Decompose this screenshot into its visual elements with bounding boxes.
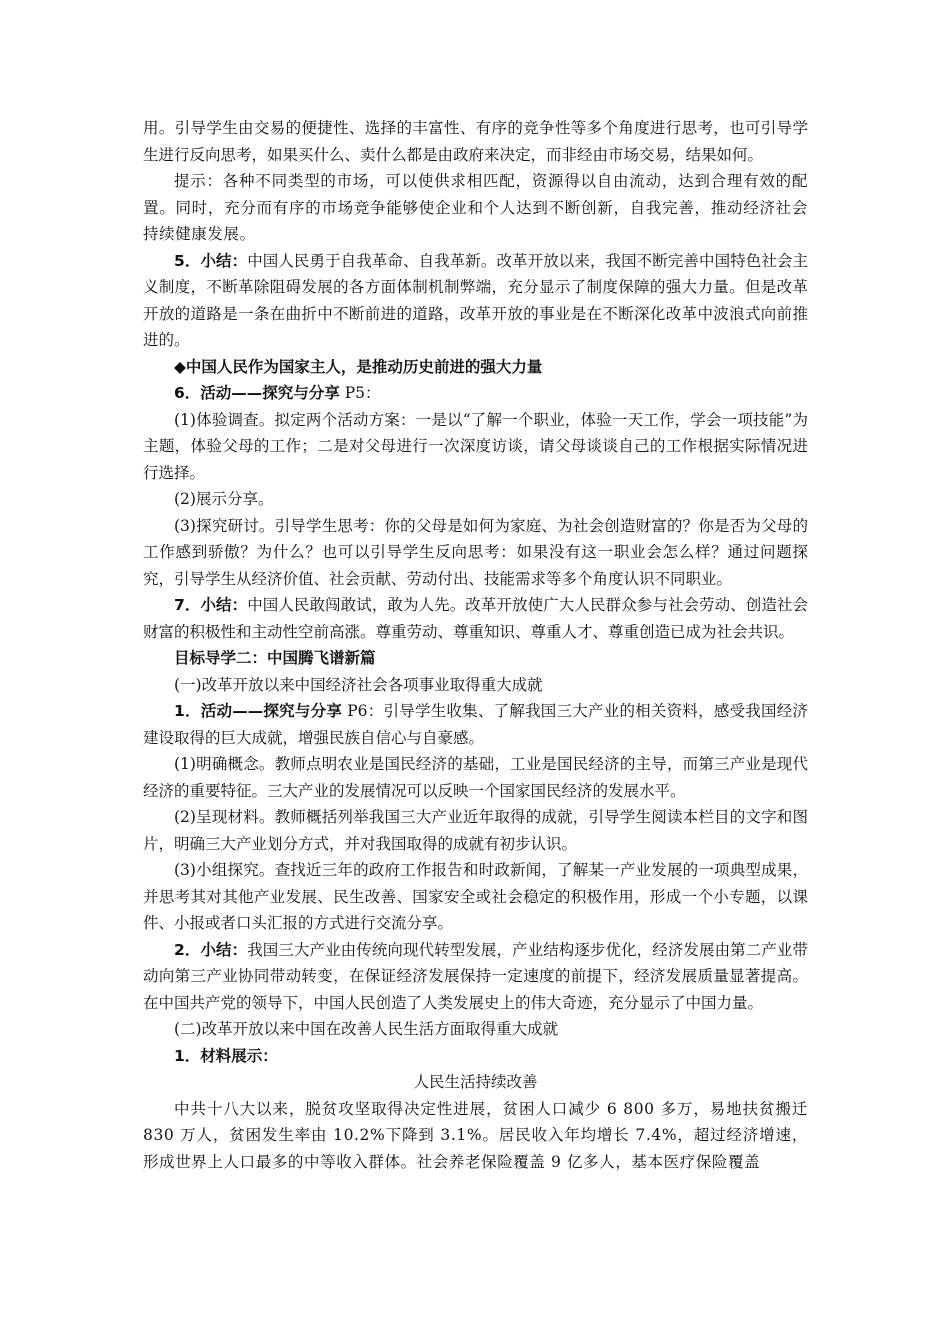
paragraph-material-text: 中共十八大以来，脱贫攻坚取得决定性进展，贫困人口减少 6 800 多万，易地扶贫搬迁 830 万人，贫困发生率由 10.2%下降到 3.1%。居民收入年均增长 7.4%，超过经济增速，形成世界上人口最多的中等收入群体。社会养老保险覆盖 9 亿多人，基本医疗保险覆盖 <box>143 1099 808 1171</box>
document-page <box>143 115 808 1175</box>
paragraph-activity-6 <box>143 380 808 407</box>
summary-7-text: 中国人民敢闯敢试，敢为人先。改革开放使广大人民群众参与社会劳动、创造社会财富的积极性和主动性空前高涨。尊重劳动、尊重知识、尊重人才、尊重创造已成为社会共识。 <box>143 596 808 641</box>
paragraph-summary-5 <box>143 248 808 354</box>
summary-5-label: 5．小结： <box>174 251 248 270</box>
subsection-heading-achievements: (一)改革开放以来中国经济社会各项事业取得重大成就 <box>174 675 543 694</box>
activity-1-text: P6：引导学生收集、了解我国三大产业的相关资料，感受我国经济建设取得的巨大成就，增强民族自信心与自豪感。 <box>143 702 808 747</box>
paragraph-hint: 提示：各种不同类型的市场，可以使供求相匹配，资源得以自由流动，达到合理有效的配置。同时，充分而有序的市场竞争能够使企业和个人达到不断创新，自我完善，推动经济社会持续健康发展。 <box>143 172 808 243</box>
paragraph-group-inquiry: (3)小组探究。查找近三年的政府工作报告和时政新闻，了解某一产业发展的一项典型成果，并思考其对其他产业发展、民生改善、国家安全或社会稳定的积极作用，形成一个小专题，以课件、小报或者口头汇报的方式进行交流分享。 <box>143 861 808 932</box>
summary-2-label: 2．小结： <box>174 940 248 959</box>
activity-1-label: 1．活动——探究与分享 <box>174 702 343 720</box>
material-title: 人民生活持续改善 <box>413 1073 538 1091</box>
paragraph-experience-survey: (1)体验调查。拟定两个活动方案：一是以“了解一个职业，体验一天工作，学会一项技能”为主题，体验父母的工作；二是对父母进行一次深度访谈，请父母谈谈自己的工作根据实际情况进行选择。 <box>143 410 808 482</box>
paragraph-present-materials: (2)呈现材料。教师概括列举我国三大产业近年取得的成就，引导学生阅读本栏目的文字和图片，明确三大产业划分方式，并对我国取得的成就有初步认识。 <box>143 808 808 853</box>
section-heading-people-masters: ◆中国人民作为国家主人，是推动历史前进的强大力量 <box>174 357 543 376</box>
paragraph-summary-7 <box>143 592 808 645</box>
activity-6-label: 6．活动——探究与分享 <box>174 384 340 402</box>
summary-2-text: 我国三大产业由传统向现代转型发展，产业结构逐步优化，经济发展由第二产业带动向第三产业协同带动转变，在保证经济发展保持一定速度的前提下，经济发展质量显著提高。在中国共产党的领导下，中国人民创造了人类发展史上的伟大奇迹，充分显示了中国力量。 <box>143 940 808 1012</box>
paragraph-summary-2 <box>143 937 808 1017</box>
subsection-heading-livelihood: (二)改革开放以来中国在改善人民生活方面取得重大成就 <box>174 1020 559 1038</box>
summary-5-text: 中国人民勇于自我革命、自我革新。改革开放以来，我国不断完善中国特色社会主义制度，不断革除阻碍发展的各方面体制机制弊端，充分显示了制度保障的强大力量。但是改革开放的道路是一条在曲折中不断前进的道路，改革开放的事业是在不断深化改革中波浪式向前推进的。 <box>143 251 808 349</box>
materials-label: 1．材料展示： <box>174 1046 278 1065</box>
section-heading-goal-two: 目标导学二：中国腾飞谱新篇 <box>174 649 376 667</box>
summary-7-label: 7．小结： <box>174 596 248 614</box>
paragraph-market-thinking: 用。引导学生由交易的便捷性、选择的丰富性、有序的竞争性等多个角度进行思考，也可引导学生进行反向思考，如果买什么、卖什么都是由政府来决定，而非经由市场交易，结果如何。 <box>143 119 808 164</box>
paragraph-activity-1 <box>143 698 808 751</box>
paragraph-inquiry-discussion: (3)探究研讨。引导学生思考：你的父母是如何为家庭、为社会创造财富的？你是否为父母的工作感到骄傲？为什么？也可以引导学生反向思考：如果没有这一职业会怎么样？通过问题探究，引导学生从经济价值、社会贡献、劳动付出、技能需求等多个角度认识不同职业。 <box>143 516 808 588</box>
activity-6-text: P5： <box>339 384 381 402</box>
paragraph-show-share: (2)展示分享。 <box>174 490 274 508</box>
paragraph-define-concepts: (1)明确概念。教师点明农业是国民经济的基础，工业是国民经济的主导，而第三产业是现代经济的重要特征。三大产业的发展情况可以反映一个国家国民经济的发展水平。 <box>143 755 808 800</box>
